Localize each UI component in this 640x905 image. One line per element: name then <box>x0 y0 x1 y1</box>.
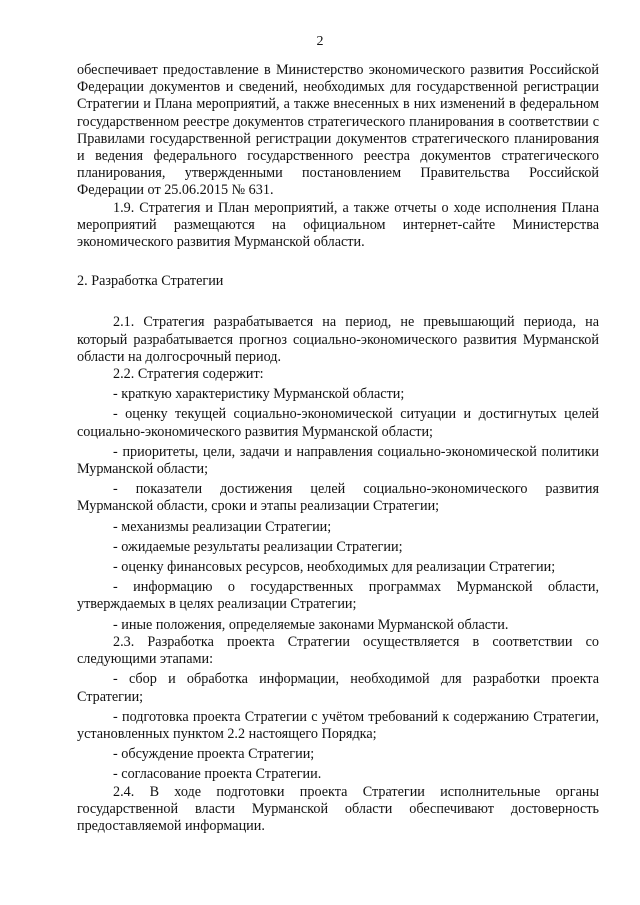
list-item: - оценку финансовых ресурсов, необходимых для реализации Стратегии; <box>113 559 556 576</box>
list-item: - механизмы реализации Стратегии; <box>113 518 332 535</box>
section-heading: 2. Разработка Стратегии <box>77 273 224 290</box>
list-item: - краткую характеристику Мурманской области; <box>113 386 405 403</box>
paragraph-2-2: 2.2. Стратегия содержит: <box>113 366 264 383</box>
list-item: - показатели достижения целей социально-экономического развития Мурманской области, сроки и этапы реализации Стратегии; <box>77 481 599 515</box>
list-item: - обсуждение проекта Стратегии; <box>113 746 315 763</box>
list-item: - ожидаемые результаты реализации Стратегии; <box>113 538 403 555</box>
paragraph-1-9: 1.9. Стратегия и План мероприятий, а также отчеты о ходе исполнения Плана мероприятий размещаются на официальном интернет-сайте Министерства экономического развития Мурманской области. <box>77 199 599 251</box>
list-item: - информацию о государственных программах Мурманской области, утверждаемых в целях реализации Стратегии; <box>77 579 599 613</box>
paragraph-2-1: 2.1. Стратегия разрабатывается на период, не превышающий периода, на который разрабатывается прогноз социально-экономического развития Мурманской области на долгосрочный период. <box>77 314 599 365</box>
list-item: - оценку текущей социально-экономической ситуации и достигнутых целей социально-экономического развития Мурманской области; <box>77 406 599 440</box>
list-item: - подготовка проекта Стратегии с учётом требований к содержанию Стратегии, установленных пунктом 2.2 настоящего Порядка; <box>77 708 599 742</box>
list-item: - сбор и обработка информации, необходимой для разработки проекта Стратегии; <box>77 671 599 705</box>
paragraph-continuation: обеспечивает предоставление в Министерство экономического развития Российской Федерации документов и сведений, необходимых для государственной регистрации Стратегии и Плана мероприятий, а также внесенных в них изменений в федеральном государственном реестре документов стратегического планирования в соответствии с Правилами государственной регистрации документов стратегического планирования и ведения федерального государственного реестра документов стратегического планирования, утвержденными постановлением Правительства Российской Федерации от 25.06.2015 № 631. <box>77 62 599 199</box>
list-item: - согласование проекта Стратегии. <box>113 766 322 783</box>
page-number: 2 <box>316 34 324 49</box>
list-item: - иные положения, определяемые законами Мурманской области. <box>113 616 509 633</box>
paragraph-2-4: 2.4. В ходе подготовки проекта Стратегии исполнительные органы государственной власти Мурманской области обеспечивают достоверность предоставляемой информации. <box>77 783 599 834</box>
list-item: - приоритеты, цели, задачи и направления социально-экономической политики Мурманской области; <box>77 443 599 478</box>
paragraph-2-3: 2.3. Разработка проекта Стратегии осуществляется в соответствии со следующими этапами: <box>77 633 599 668</box>
document-body <box>77 62 599 835</box>
